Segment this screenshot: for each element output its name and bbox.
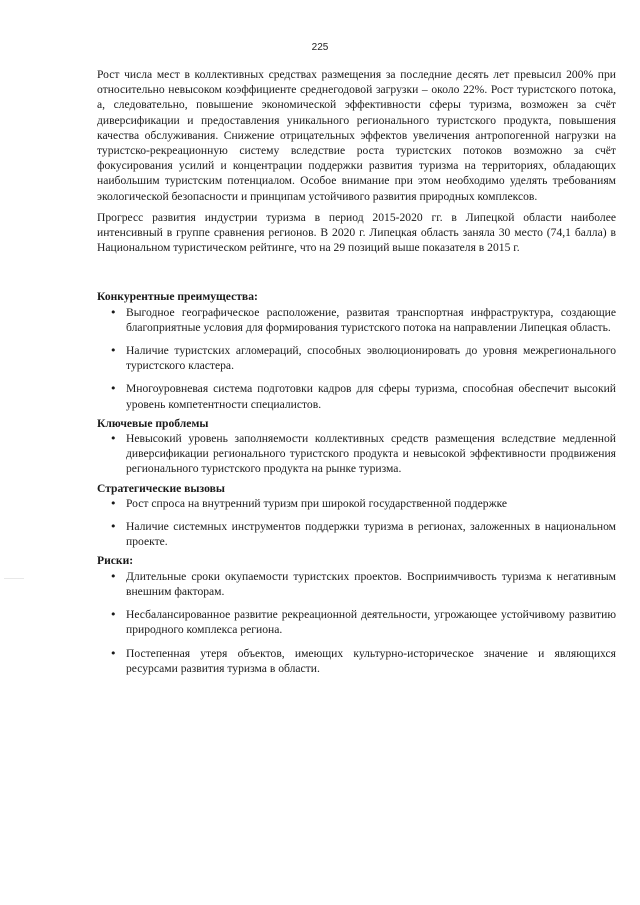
bullet-icon: • — [110, 344, 117, 358]
bullet-icon: • — [110, 305, 117, 319]
bullet-list — [97, 305, 616, 412]
list-item-text: Наличие системных инструментов поддержки туризма в регионах, заложенных в национальном проекте. — [126, 520, 616, 549]
page-content — [97, 67, 616, 676]
list-item — [97, 607, 616, 637]
section-key-problems — [97, 416, 616, 477]
bullet-list — [97, 431, 616, 477]
intro-paragraph-1: Рост числа мест в коллективных средствах размещения за последние десять лет превысил 200% при относительно невысоком коэффициенте среднегодовой загрузки – около 22%. Рост туристского потока, а, следовательно, повышение экономической эффективности сферы туризма, возможен за счёт диверсификации и предоставления уникального регионального туристского продукта, повышения качества обслуживания. Снижение отрицательных эффектов увеличения антропогенной нагрузки на туристско-рекреационную систему вследствие роста туристских потоков возможно за счёт фокусирования усилий и концентрации поддержки развития туризма на территориях, обладающих наибольшим туристским потенциалом. Особое внимание при этом необходимо уделять требованиям экологической безопасности и принципам устойчивого развития природных комплексов. — [97, 68, 616, 203]
list-item — [97, 305, 616, 335]
section-competitive-advantages — [97, 289, 616, 411]
section-risks — [97, 553, 616, 675]
list-item — [97, 569, 616, 599]
bullet-icon: • — [110, 569, 117, 583]
section-heading: Риски: — [97, 554, 134, 568]
list-item — [97, 646, 616, 676]
section-heading: Конкурентные преимущества: — [97, 290, 258, 304]
list-item-text: Рост спроса на внутренний туризм при широкой государственной поддержке — [126, 496, 508, 510]
list-item-text: Длительные сроки окупаемости туристских проектов. Восприимчивость туризма к негативным внешним факторам. — [126, 569, 616, 598]
list-item-text: Выгодное географическое расположение, развитая транспортная инфраструктура, создающие благоприятные условия для формирования туристского потока на направлении Липецкая область. — [126, 305, 616, 334]
bullet-icon: • — [110, 496, 117, 510]
bullet-list — [97, 496, 616, 550]
section-strategic-challenges — [97, 481, 616, 550]
list-item — [97, 496, 616, 511]
bullet-icon: • — [110, 382, 117, 396]
section-heading: Стратегические вызовы — [97, 481, 225, 495]
bullet-icon: • — [110, 646, 117, 660]
list-item-text: Несбалансированное развитие рекреационной деятельности, угрожающее устойчивому развитию природного комплекса региона. — [126, 608, 616, 637]
list-item — [97, 519, 616, 549]
list-item-text: Многоуровневая система подготовки кадров для сферы туризма, способная обеспечит высокий уровень компетентности специалистов. — [126, 382, 616, 411]
page-number: 225 — [311, 42, 329, 53]
list-item — [97, 431, 616, 477]
list-item — [97, 343, 616, 373]
bullet-list — [97, 569, 616, 676]
bullet-icon: • — [110, 520, 117, 534]
scan-artifact — [4, 578, 24, 579]
list-item-text: Невысокий уровень заполняемости коллективных средств размещения вследствие медленной диверсификации регионального туристского продукта и невысокой эффективности продвижения регионального туристского продукта на рынке туризма. — [126, 432, 616, 476]
list-item-text: Постепенная утеря объектов, имеющих культурно-историческое значение и являющихся ресурсами развития туризма в области. — [126, 646, 616, 675]
list-item — [97, 381, 616, 411]
bullet-icon: • — [110, 608, 117, 622]
intro-paragraph-2: Прогресс развития индустрии туризма в период 2015-2020 гг. в Липецкой области наиболее интенсивный в группе сравнения регионов. В 2020 г. Липецкая область заняла 30 место (74,1 балла) в Национальном туристическом рейтинге, что на 29 позиций выше показателя в 2015 г. — [97, 210, 616, 255]
bullet-icon: • — [110, 432, 117, 446]
list-item-text: Наличие туристских агломераций, способных эволюционировать до уровня межрегионального туристского кластера. — [126, 344, 616, 373]
section-heading: Ключевые проблемы — [97, 416, 209, 430]
